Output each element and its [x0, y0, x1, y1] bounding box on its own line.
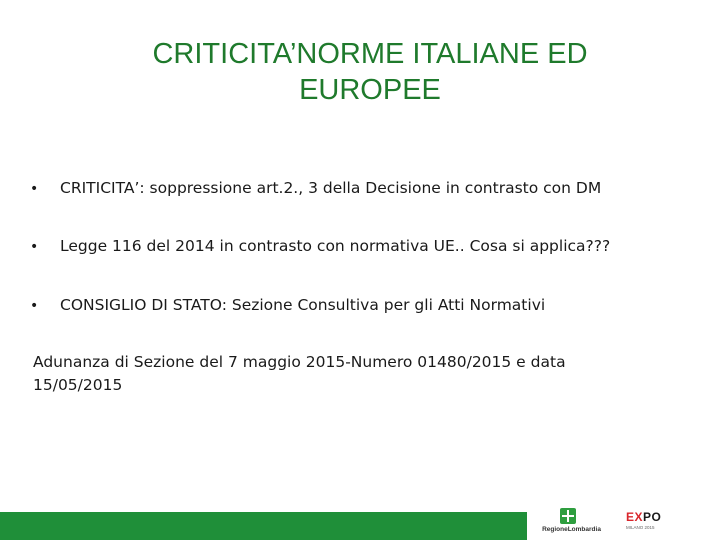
lombardia-logo-text: RegioneLombardia — [542, 526, 601, 533]
bullet-text: CRITICITA’: soppressione art.2., 3 della Decisione in contrasto con DM — [60, 179, 602, 197]
bullet-marker: • — [30, 239, 39, 255]
bullet-text: CONSIGLIO DI STATO: Sezione Consultiva per gli Atti Normativi — [60, 296, 546, 314]
expo-logo-text: EXPO — [626, 510, 662, 524]
bullet-text: Legge 116 del 2014 in contrasto con normativa UE.. Cosa si applica??? — [60, 237, 611, 255]
regione-lombardia-logo — [534, 508, 609, 534]
bullet-marker: • — [30, 181, 39, 197]
footer-bar — [0, 512, 527, 540]
expo-logo-subtitle: MILANO 2015 — [626, 525, 655, 530]
bullet-item-consiglio — [30, 294, 700, 317]
expo-logo — [626, 508, 666, 534]
bullet-item-criticita — [30, 177, 700, 200]
bullet-marker: • — [30, 298, 39, 314]
slide-title: CRITICITA’NORME ITALIANE ED EUROPEE — [152, 38, 588, 106]
bullet-item-legge — [30, 235, 700, 258]
lombardia-cross-icon — [560, 508, 576, 524]
adunanza-paragraph: Adunanza di Sezione del 7 maggio 2015-Numero 01480/2015 e data 15/05/2015 — [33, 353, 566, 394]
